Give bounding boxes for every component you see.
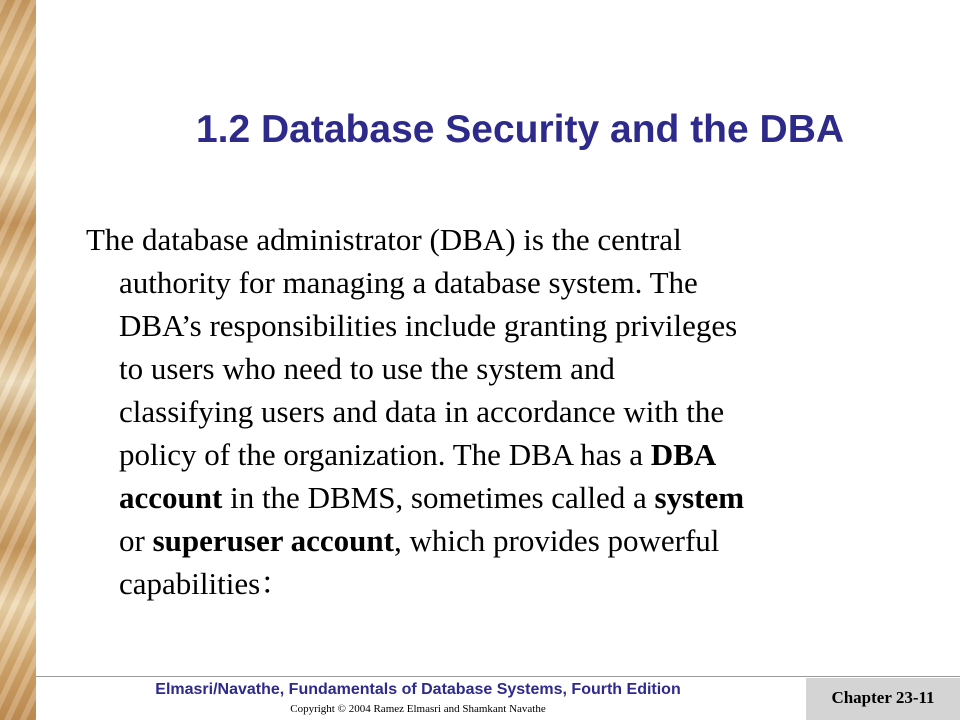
paragraph-line xyxy=(86,433,886,476)
slide-title: 1.2 Database Security and the DBA xyxy=(195,108,845,151)
footer-book-title: Elmasri/Navathe, Fundamentals of Database Systems, Fourth Edition xyxy=(155,681,681,698)
bold-term-dba: DBA xyxy=(650,437,717,472)
text-run: classifying users and data in accordance with the xyxy=(119,394,725,429)
paragraph-line xyxy=(86,347,886,390)
footer-divider xyxy=(36,676,960,677)
text-run: in the DBMS, sometimes called a xyxy=(222,480,655,515)
paragraph-line xyxy=(86,218,886,261)
text-run: The database administrator (DBA) is the central xyxy=(86,222,682,257)
text-run: or xyxy=(119,523,153,558)
bold-term-superuser-account: superuser account xyxy=(152,523,394,558)
text-run: policy of the organization. The DBA has a xyxy=(119,437,651,472)
text-run: to users who need to use the system and xyxy=(119,351,615,386)
chapter-page-label: Chapter 23-11 xyxy=(806,678,960,720)
paragraph-line xyxy=(86,562,886,605)
bold-term-system: system xyxy=(654,480,745,515)
text-run: DBA’s responsibilities include granting privileges xyxy=(119,308,738,343)
bold-term-account: account xyxy=(119,480,223,515)
paragraph-line xyxy=(86,390,886,433)
decorative-side-strip xyxy=(0,0,36,720)
footer-copyright: Copyright © 2004 Ramez Elmasri and Shamkant Navathe xyxy=(290,703,546,715)
body-paragraph xyxy=(86,218,886,605)
paragraph-line xyxy=(86,304,886,347)
text-run: capabilities： xyxy=(119,566,292,601)
text-run: authority for managing a database system. The xyxy=(119,265,698,300)
paragraph-line xyxy=(86,261,886,304)
text-run: , which provides powerful xyxy=(393,523,720,558)
paragraph-line xyxy=(86,476,886,519)
paragraph-line xyxy=(86,519,886,562)
